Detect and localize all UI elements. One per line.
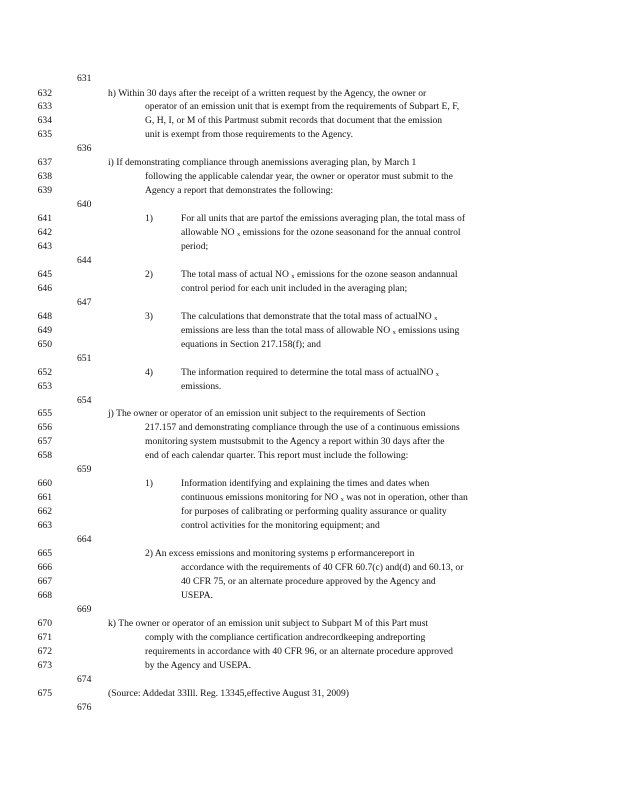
line-number: 670 bbox=[37, 618, 52, 629]
line-number: 664 bbox=[77, 534, 92, 545]
item-j1-line3: for purposes of calibrating or performing quality assurance or quality bbox=[181, 506, 447, 517]
line-number: 632 bbox=[37, 88, 52, 99]
item-j2-line1: 2) An excess emissions and monitoring systems p erformancereport in bbox=[145, 548, 415, 559]
item-j1-line2: continuous emissions monitoring for NO $_x$ was not in operation, other than bbox=[181, 492, 468, 503]
item-j1-line4: control activities for the monitoring equipment; and bbox=[181, 520, 380, 531]
section-k-line1: k) The owner or operator of an emission unit subject to Subpart M of this Part must bbox=[108, 618, 429, 629]
line-number: 641 bbox=[37, 213, 52, 224]
line-number: 646 bbox=[37, 283, 52, 294]
section-i-line3: Agency a report that demonstrates the following: bbox=[145, 185, 334, 196]
line-number: 661 bbox=[37, 492, 52, 503]
section-j-line1: j) The owner or operator of an emission unit subject to the requirements of Section bbox=[108, 408, 426, 419]
line-number: 642 bbox=[37, 227, 52, 238]
item-i4-line1: The information required to determine the total mass of actualNO $_x$ bbox=[181, 367, 439, 378]
item-i4-line2: emissions. bbox=[181, 381, 222, 392]
line-number: 636 bbox=[77, 143, 92, 154]
line-number: 663 bbox=[37, 520, 52, 531]
line-number: 659 bbox=[77, 464, 92, 475]
item-i2-line1: The total mass of actual NO $_x$ emissions for the ozone season andannual bbox=[181, 269, 458, 280]
source-note: (Source: Addedat 33Ill. Reg. 13345,effective August 31, 2009) bbox=[108, 688, 349, 699]
line-number: 643 bbox=[37, 241, 52, 252]
line-number: 653 bbox=[37, 381, 52, 392]
section-k-line4: by the Agency and USEPA. bbox=[145, 660, 251, 671]
line-number: 647 bbox=[77, 297, 92, 308]
item-number: 2) bbox=[145, 269, 153, 280]
line-number: 672 bbox=[37, 646, 52, 657]
line-number: 652 bbox=[37, 367, 52, 378]
item-i3-line2: emissions are less than the total mass of allowable NO $_x$ emissions using bbox=[181, 325, 460, 336]
line-number: 650 bbox=[37, 339, 52, 350]
item-number: 1) bbox=[145, 478, 153, 489]
item-j1-line1: Information identifying and explaining the times and dates when bbox=[181, 478, 430, 489]
line-number: 633 bbox=[37, 101, 52, 112]
line-number: 635 bbox=[37, 129, 52, 140]
line-number: 654 bbox=[77, 395, 92, 406]
section-h-line1: h) Within 30 days after the receipt of a written request by the Agency, the owner or bbox=[108, 88, 427, 99]
line-number: 675 bbox=[37, 688, 52, 699]
line-number: 676 bbox=[77, 702, 92, 713]
line-number: 631 bbox=[77, 73, 92, 84]
item-i1-line3: period; bbox=[181, 241, 209, 252]
section-j-line3: monitoring system mustsubmit to the Agency a report within 30 days after the bbox=[145, 436, 445, 447]
line-number: 662 bbox=[37, 506, 52, 517]
line-number: 639 bbox=[37, 185, 52, 196]
item-i1-line1: For all units that are partof the emissions averaging plan, the total mass of bbox=[181, 213, 466, 224]
item-i1-line2: allowable NO $_x$ emissions for the ozone seasonand for the annual control bbox=[181, 227, 461, 238]
line-number: 658 bbox=[37, 450, 52, 461]
line-number: 634 bbox=[37, 115, 52, 126]
line-number: 640 bbox=[77, 199, 92, 210]
line-number: 668 bbox=[37, 590, 52, 601]
line-number: 649 bbox=[37, 325, 52, 336]
section-i-line1: i) If demonstrating compliance through anemissions averaging plan, by March 1 bbox=[108, 157, 417, 168]
line-number: 638 bbox=[37, 171, 52, 182]
item-j2-line3: 40 CFR 75, or an alternate procedure approved by the Agency and bbox=[181, 576, 436, 587]
section-h-line3: G, H, I, or M of this Partmust submit records that document that the emission bbox=[145, 115, 443, 126]
section-k-line3: requirements in accordance with 40 CFR 96, or an alternate procedure approved bbox=[145, 646, 453, 657]
line-number: 671 bbox=[37, 632, 52, 643]
section-i-line2: following the applicable calendar year, the owner or operator must submit to the bbox=[145, 171, 453, 182]
item-j2-line4: USEPA. bbox=[181, 590, 213, 601]
line-number: 673 bbox=[37, 660, 52, 671]
line-number: 669 bbox=[77, 604, 92, 615]
item-i2-line2: control period for each unit included in the averaging plan; bbox=[181, 283, 408, 294]
line-number: 660 bbox=[37, 478, 52, 489]
line-number: 667 bbox=[37, 576, 52, 587]
line-number: 657 bbox=[37, 436, 52, 447]
line-number: 651 bbox=[77, 353, 92, 364]
line-number: 637 bbox=[37, 157, 52, 168]
item-i3-line3: equations in Section 217.158(f); and bbox=[181, 339, 321, 350]
line-number: 665 bbox=[37, 548, 52, 559]
line-number: 674 bbox=[77, 674, 92, 685]
section-j-line2: 217.157 and demonstrating compliance through the use of a continuous emissions bbox=[145, 422, 460, 433]
line-number: 645 bbox=[37, 269, 52, 280]
item-number: 1) bbox=[145, 213, 153, 224]
line-number: 666 bbox=[37, 562, 52, 573]
item-number: 4) bbox=[145, 367, 153, 378]
section-h-line2: operator of an emission unit that is exempt from the requirements of Subpart E, F, bbox=[145, 101, 460, 112]
line-number: 644 bbox=[77, 255, 92, 266]
item-j2-line2: accordance with the requirements of 40 CFR 60.7(c) and(d) and 60.13, or bbox=[181, 562, 464, 573]
line-number: 655 bbox=[37, 408, 52, 419]
item-number: 3) bbox=[145, 311, 153, 322]
section-h-line4: unit is exempt from those requirements to the Agency. bbox=[145, 129, 353, 140]
item-i3-line1: The calculations that demonstrate that the total mass of actualNO $_x$ bbox=[181, 311, 438, 322]
line-number: 656 bbox=[37, 422, 52, 433]
section-j-line4: end of each calendar quarter. This report must include the following: bbox=[145, 450, 409, 461]
section-k-line2: comply with the compliance certification andrecordkeeping andreporting bbox=[145, 632, 426, 643]
line-number: 648 bbox=[37, 311, 52, 322]
